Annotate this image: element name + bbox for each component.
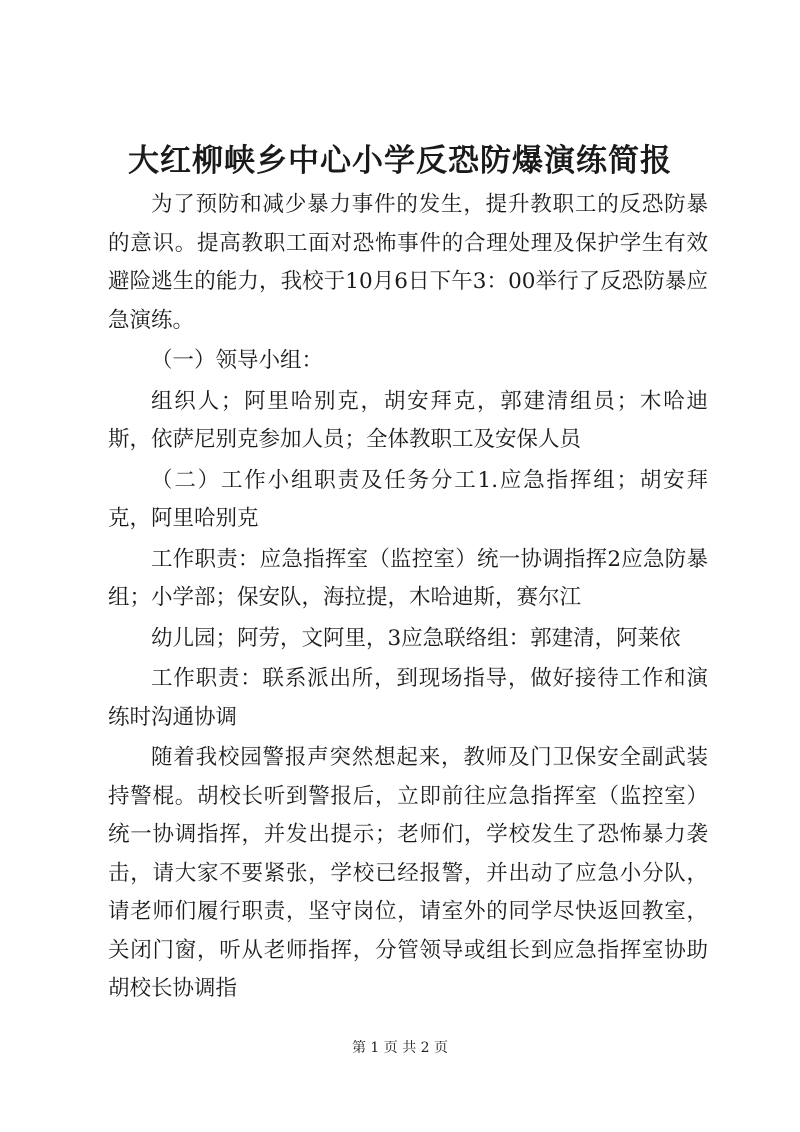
paragraph-kindergarten: 幼儿园；阿劳，文阿里，3应急联络组：郭建清，阿莱依 (151, 625, 681, 651)
page-footer: 第 1 页 共 2 页 (351, 1040, 449, 1056)
paragraph-leadership-heading: （一）领导小组： (151, 348, 324, 373)
paragraph-duties-command: 工作职责：应急指挥室（监控室）统一协调指挥2应急防暴组；小学部；保安队，海拉提，木哈迪斯，赛尔江 (108, 546, 708, 610)
paragraph-work-groups: （二）工作小组职责及任务分工1.应急指挥组；胡安拜克，阿里哈别克 (108, 467, 708, 531)
document-body (108, 186, 708, 1009)
paragraph-duties-liaison: 工作职责：联系派出所，到现场指导，做好接待工作和演练时沟通协调 (108, 666, 708, 730)
paragraph-intro: 为了预防和减少暴力事件的发生，提升教职工的反恐防暴的意识。提高教职工面对恐怖事件的合理处理及保护学生有效避险逃生的能力，我校于10月6日下午3：00举行了反恐防暴应急演练。 (108, 192, 708, 333)
paragraph-leadership-members: 组织人；阿里哈别克，胡安拜克，郭建清组员；木哈迪斯，依萨尼别克参加人员；全体教职工及安保人员 (108, 388, 708, 452)
document-title: 大红柳峡乡中心小学反恐防爆演练简报 (128, 143, 672, 179)
paragraph-drill-narrative: 随着我校园警报声突然想起来，教师及门卫保安全副武装持警棍。胡校长听到警报后，立即前往应急指挥室（监控室）统一协调指挥，并发出提示；老师们，学校发生了恐怖暴力袭击，请大家不要紧张，学校已经报警，并出动了应急小分队，请老师们履行职责，坚守岗位，请室外的同学尽快返回教室，关闭门窗，听从老师指挥，分管领导或组长到应急指挥室协助胡校长协调指 (108, 745, 708, 1001)
